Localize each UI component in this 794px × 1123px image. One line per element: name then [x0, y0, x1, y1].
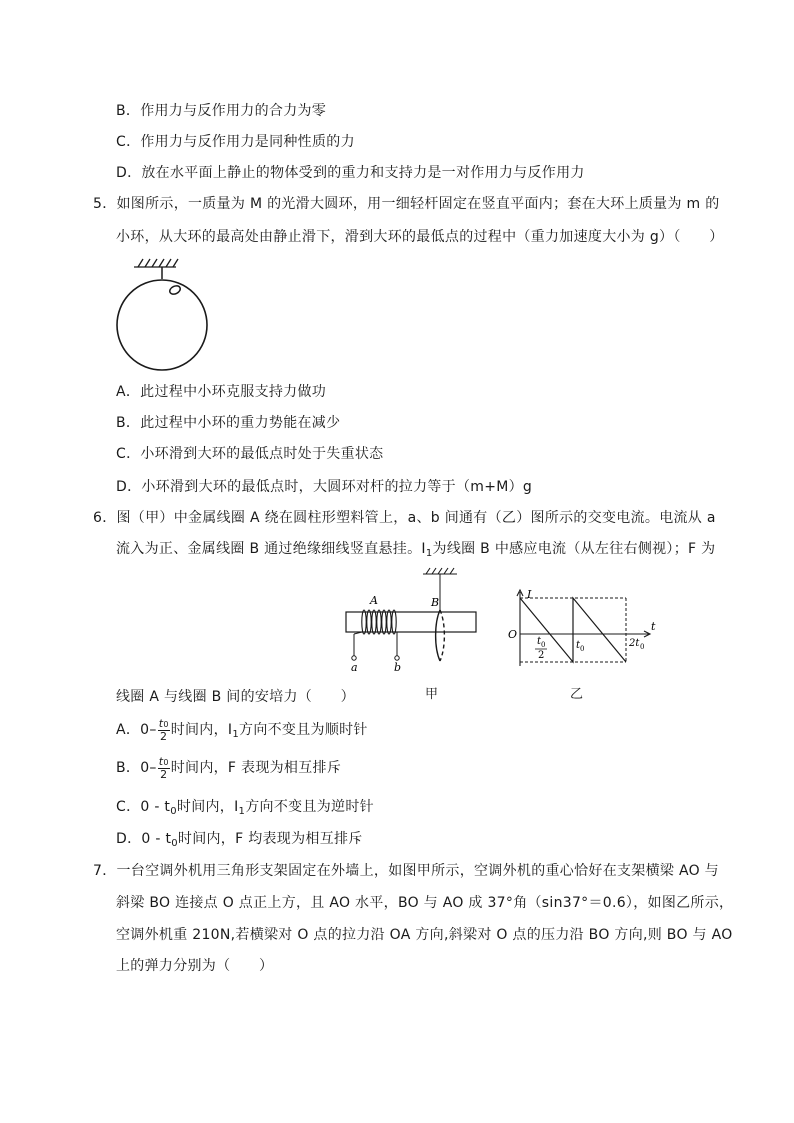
figure-yi — [505, 588, 670, 670]
terminal-b — [395, 656, 399, 660]
option-d-prev: D．放在水平面上静止的物体受到的重力和支持力是一对作用力与反作用力 — [116, 165, 585, 181]
fraction-t0-over-2: $\frac{t0}{2}$ — [158, 717, 169, 743]
coil-b-back — [440, 610, 444, 661]
label-coil-b: B — [431, 596, 440, 609]
option-c-prev: C．作用力与反作用力是同种性质的力 — [116, 134, 355, 150]
q5-stem-line2: 小环，从大环的最高处由静止滑下，滑到大环的最低点的过程中（重力加速度大小为 g）（ ） — [116, 229, 724, 245]
q6-option-d: D．$0 - t_0$时间内，F 均表现为相互排斥 — [116, 831, 363, 849]
ceiling-hatch — [134, 259, 178, 267]
q6-stem-line1: 6．图（甲）中金属线圈 A 绕在圆柱形塑料管上，a、b 间通有（乙）图所示的交变电流。电流从 a — [93, 510, 716, 526]
q7-stem-line2: 斜梁 BO 连接点 O 点正上方，且 AO 水平，BO 与 AO 成 37°角（sin37°＝0.6），如图乙所示， — [116, 895, 734, 911]
coil-b-front — [436, 610, 440, 661]
caption-yi: 乙 — [570, 687, 584, 702]
q6-stem-line2: 流入为正、金属线圈 B 通过绝缘细线竖直悬挂。$I_1$为线圈 B 中感应电流（从左往右侧视）；F 为 — [116, 541, 716, 559]
label-t0-half-num-sub: 0 — [541, 641, 546, 649]
q7-stem-line3: 空调外机重 210N,若横梁对 O 点的拉力沿 OA 方向,斜梁对 O 点的压力沿 BO 方向,则 BO 与 AO — [116, 927, 733, 943]
coil-a — [362, 610, 396, 634]
label-origin: O — [508, 628, 518, 641]
large-ring — [117, 280, 207, 370]
q5-option-a: A．此过程中小环克服支持力做功 — [116, 384, 327, 400]
ceiling-hatch-jia — [423, 568, 457, 574]
terminal-a — [352, 656, 356, 660]
label-t0-sub: 0 — [580, 645, 585, 653]
small-ring — [168, 284, 181, 296]
q5-stem-line1: 5．如图所示，一质量为 M 的光滑大圆环，用一细轻杆固定在竖直平面内；套在大环上质量为 m 的 — [93, 196, 720, 212]
q5-ring-figure — [110, 255, 210, 375]
option-b-prev: B．作用力与反作用力的合力为零 — [116, 103, 327, 119]
q6-option-c: C．$0 - t_0$时间内，$I_1$方向不变且为逆时针 — [116, 799, 374, 817]
caption-jia: 甲 — [425, 687, 439, 702]
label-t0-half-den: 2 — [538, 650, 545, 661]
label-i-axis: I — [527, 588, 532, 601]
figure-jia — [340, 566, 480, 676]
label-t0-half-num: t — [537, 636, 542, 647]
label-2t0-sub: 0 — [640, 643, 645, 651]
label-coil-a: A — [370, 594, 378, 607]
label-2t0: 2t — [629, 638, 640, 649]
q5-option-d: D．小环滑到大环的最低点时，大圆环对杆的拉力等于（m+M）g — [116, 479, 533, 495]
q7-stem-line1: 7．一台空调外机用三角形支架固定在外墙上，如图甲所示，空调外机的重心恰好在支架横梁 AO 与 — [93, 863, 719, 879]
q5-option-b: B．此过程中小环的重力势能在减少 — [116, 415, 341, 431]
q6-option-a: A．0– $\frac{t0}{2}$ 时间内，$I_1$方向不变且为顺时针 — [116, 717, 368, 743]
label-terminal-b: b — [394, 661, 402, 674]
q6-stem-line3: 线圈 A 与线圈 B 间的安培力（ ） — [116, 689, 355, 705]
label-terminal-a: a — [351, 661, 358, 674]
label-t-axis: t — [651, 620, 656, 633]
q6-option-b: B．0– $\frac{t0}{2}$ 时间内，F 表现为相互排斥 — [116, 755, 342, 781]
current-waveform — [520, 598, 626, 662]
q5-option-c: C．小环滑到大环的最低点时处于失重状态 — [116, 446, 384, 462]
q7-stem-line4: 上的弹力分别为（ ） — [116, 958, 274, 974]
label-t0: t — [576, 640, 581, 651]
fraction-t0-over-2: $\frac{t0}{2}$ — [158, 755, 169, 781]
